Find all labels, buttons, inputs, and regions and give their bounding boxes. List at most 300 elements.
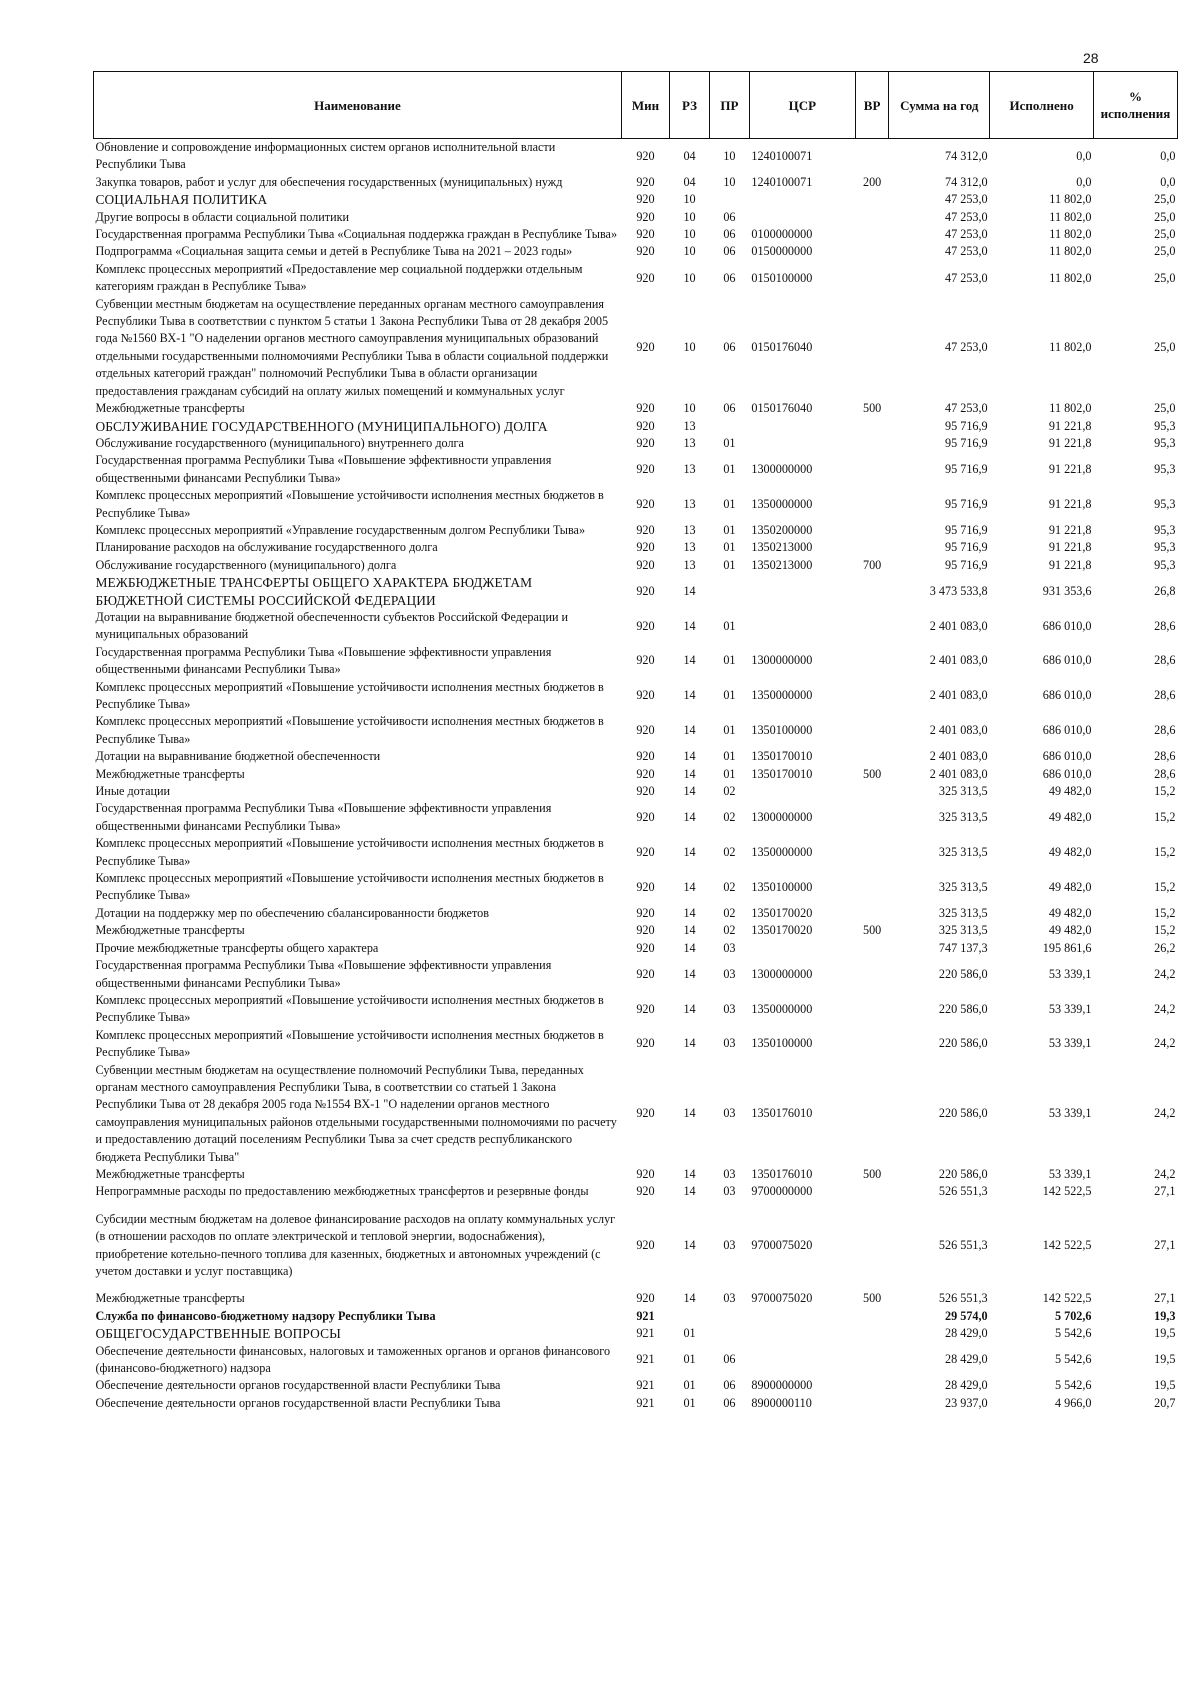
table-row (94, 557, 1178, 574)
cell-rz: 14 (683, 1166, 696, 1181)
table-row (94, 713, 1178, 748)
cell-rz: 04 (683, 174, 696, 189)
cell-rz: 14 (683, 688, 696, 703)
cell-name: Обеспечение деятельности органов государственной власти Республики Тыва (95, 1378, 501, 1393)
cell-name: Обновление и сопровождение информационных систем органов исполнительной власти Республики Тыва (95, 140, 556, 172)
cell-sum: 325 313,5 (938, 810, 988, 825)
cell-pr: 01 (723, 653, 736, 668)
cell-pr: 01 (723, 749, 736, 764)
table-row (94, 400, 1178, 417)
cell-ispoln: 0,0 (1076, 174, 1092, 189)
cell-min: 920 (636, 340, 655, 355)
cell-csr: 0150100000 (751, 270, 813, 285)
cell-rz: 14 (683, 653, 696, 668)
cell-min: 921 (636, 1308, 655, 1323)
cell-sum: 2 401 083,0 (929, 688, 988, 703)
cell-vr (855, 679, 889, 714)
cell-min: 920 (636, 749, 655, 764)
header-ispoln: Исполнено (990, 72, 1094, 139)
table-body (94, 139, 1178, 1413)
cell-rz: 10 (683, 340, 696, 355)
header-sum: Сумма на год (889, 72, 990, 139)
cell-pct: 27,1 (1154, 1237, 1176, 1252)
cell-vr (855, 783, 889, 800)
cell-name: Межбюджетные трансферты (95, 401, 245, 416)
cell-sum: 28 429,0 (944, 1326, 988, 1341)
cell-sum: 95 716,9 (944, 557, 988, 572)
cell-min: 920 (636, 435, 655, 450)
cell-ispoln: 49 482,0 (1048, 879, 1092, 894)
table-row (94, 644, 1178, 679)
cell-pr: 01 (723, 688, 736, 703)
cell-min: 920 (636, 923, 655, 938)
cell-sum: 47 253,0 (944, 227, 988, 242)
cell-min: 920 (636, 1036, 655, 1051)
cell-pr: 03 (723, 1291, 736, 1306)
cell-vr (855, 522, 889, 539)
cell-pr: 03 (723, 1237, 736, 1252)
cell-min: 920 (636, 522, 655, 537)
cell-rz: 13 (683, 418, 696, 433)
cell-name: Государственная программа Республики Тыва «Социальная поддержка граждан в Республике Тыва» (95, 227, 618, 242)
cell-vr (855, 1325, 889, 1342)
cell-csr: 8900000110 (751, 1395, 812, 1410)
cell-sum: 47 253,0 (944, 270, 988, 285)
cell-min: 920 (636, 618, 655, 633)
cell-vr (855, 1027, 889, 1062)
cell-pr: 02 (723, 905, 736, 920)
cell-ispoln: 53 339,1 (1048, 1166, 1092, 1181)
cell-pr: 03 (723, 940, 736, 955)
cell-pr: 02 (723, 810, 736, 825)
cell-pct: 15,2 (1154, 905, 1176, 920)
cell-ispoln: 49 482,0 (1048, 923, 1092, 938)
cell-csr: 1350170020 (751, 923, 813, 938)
cell-rz: 14 (683, 1106, 696, 1121)
cell-csr: 1240100071 (751, 174, 813, 189)
cell-pr: 01 (723, 462, 736, 477)
table-row (94, 191, 1178, 208)
cell-vr (855, 1343, 889, 1378)
cell-rz (670, 1308, 710, 1325)
table-row (94, 1308, 1178, 1325)
cell-pct: 95,3 (1154, 496, 1176, 511)
cell-rz: 14 (683, 966, 696, 981)
cell-csr (749, 1308, 855, 1325)
cell-vr (855, 226, 889, 243)
cell-min: 920 (636, 1291, 655, 1306)
cell-ispoln: 91 221,8 (1048, 540, 1092, 555)
cell-vr (855, 261, 889, 296)
cell-ispoln: 142 522,5 (1042, 1184, 1092, 1199)
cell-sum: 47 253,0 (944, 401, 988, 416)
cell-pct: 19,3 (1154, 1308, 1176, 1323)
cell-ispoln: 11 802,0 (1049, 340, 1092, 355)
cell-sum: 95 716,9 (944, 418, 988, 433)
cell-ispoln: 142 522,5 (1042, 1291, 1092, 1306)
cell-csr (749, 1325, 855, 1342)
cell-pct: 15,2 (1154, 784, 1176, 799)
cell-csr: 0100000000 (751, 227, 813, 242)
cell-pct: 95,3 (1154, 540, 1176, 555)
cell-pct: 25,0 (1154, 209, 1176, 224)
cell-pr: 06 (723, 1352, 736, 1367)
cell-name: Подпрограмма «Социальная защита семьи и детей в Республике Тыва на 2021 – 2023 годы» (95, 244, 573, 259)
cell-vr (855, 1183, 889, 1200)
cell-rz: 14 (683, 810, 696, 825)
cell-rz: 14 (683, 879, 696, 894)
cell-rz: 01 (683, 1326, 696, 1341)
cell-name: Государственная программа Республики Тыва «Повышение эффективности управления общественными финансами Республики Тыва» (95, 453, 552, 485)
cell-sum: 220 586,0 (938, 1036, 988, 1051)
cell-sum: 526 551,3 (938, 1291, 988, 1306)
table-row (94, 940, 1178, 957)
cell-rz: 14 (683, 1036, 696, 1051)
table-row (94, 766, 1178, 783)
cell-sum: 325 313,5 (938, 844, 988, 859)
cell-ispoln: 49 482,0 (1048, 844, 1092, 859)
cell-ispoln: 53 339,1 (1048, 1106, 1092, 1121)
cell-name: Государственная программа Республики Тыва «Повышение эффективности управления общественными финансами Республики Тыва» (95, 958, 552, 990)
cell-pr: 01 (723, 618, 736, 633)
cell-sum: 526 551,3 (938, 1184, 988, 1199)
cell-ispoln: 91 221,8 (1048, 496, 1092, 511)
cell-name: Дотации на поддержку мер по обеспечению сбалансированности бюджетов (95, 905, 489, 920)
cell-pr: 02 (723, 879, 736, 894)
cell-csr: 0150000000 (751, 244, 813, 259)
table-row (94, 243, 1178, 260)
cell-vr: 700 (862, 557, 882, 572)
cell-name: Комплекс процессных мероприятий «Повышение устойчивости исполнения местных бюджетов в Республике Тыва» (95, 871, 604, 903)
cell-rz: 14 (683, 923, 696, 938)
table-row (94, 452, 1178, 487)
cell-rz: 13 (683, 522, 696, 537)
cell-name: Субвенции местным бюджетам на осуществление переданных органам местного самоуправления Республики Тыва в соответствии с пунктом 5 статьи 1 Закона Республики Тыва от 28 декабря 2005 года №1560 ВХ-1 "О наделении органов местного самоуправления муниципальных образований отдельными государственными полномочиями Республики Тыва в области социальной поддержки отдельных категорий граждан" полномочий Республики Тыва в области организации предоставления гражданам субсидий на оплату жилых помещений и коммунальных услуг (95, 296, 609, 398)
cell-sum: 2 401 083,0 (929, 766, 988, 781)
cell-csr: 1300000000 (751, 462, 813, 477)
cell-ispoln: 91 221,8 (1048, 435, 1092, 450)
budget-table (93, 71, 1178, 1412)
cell-name: Субвенции местным бюджетам на осуществление полномочий Республики Тыва, переданных органам местного самоуправления Республики Тыва, в соответствии со статьей 1 Закона Республики Тыва от 28 декабря 2005 года №1554 ВХ-1 "О наделении органов местного самоуправления муниципальных районов отдельными государственными полномочиями по расчету и предоставлению дотаций поселениям Республики Тыва за счет средств республиканского бюджета Республики Тыва" (95, 1062, 617, 1164)
table-header-row (94, 72, 1178, 139)
cell-csr: 9700075020 (751, 1291, 813, 1306)
cell-rz: 01 (683, 1378, 696, 1393)
cell-min: 920 (636, 209, 655, 224)
cell-vr (855, 1201, 889, 1291)
cell-csr: 0150176040 (751, 340, 813, 355)
cell-sum: 23 937,0 (944, 1395, 988, 1410)
cell-min: 920 (636, 1237, 655, 1252)
cell-min: 921 (636, 1378, 655, 1393)
cell-pct: 95,3 (1154, 522, 1176, 537)
cell-pct: 0,0 (1160, 148, 1176, 163)
cell-name: Служба по финансово-бюджетному надзору Республики Тыва (95, 1308, 436, 1323)
cell-sum: 47 253,0 (944, 192, 988, 207)
cell-sum: 526 551,3 (938, 1237, 988, 1252)
cell-vr (855, 800, 889, 835)
cell-csr: 1350000000 (751, 1001, 813, 1016)
cell-rz: 13 (683, 557, 696, 572)
cell-vr (855, 1377, 889, 1394)
cell-name: СОЦИАЛЬНАЯ ПОЛИТИКА (95, 192, 268, 208)
cell-csr: 1350176010 (751, 1166, 813, 1181)
cell-sum: 747 137,3 (938, 940, 988, 955)
cell-rz: 01 (683, 1352, 696, 1367)
cell-sum: 95 716,9 (944, 540, 988, 555)
cell-name: Межбюджетные трансферты (95, 766, 245, 781)
cell-name: Комплекс процессных мероприятий «Управление государственным долгом Республики Тыва» (95, 522, 586, 537)
cell-pct: 28,6 (1154, 749, 1176, 764)
cell-csr: 1300000000 (751, 966, 813, 981)
cell-pct: 24,2 (1154, 966, 1176, 981)
cell-pct: 15,2 (1154, 810, 1176, 825)
table-row (94, 418, 1178, 435)
cell-pr: 06 (723, 227, 736, 242)
cell-rz: 14 (683, 723, 696, 738)
header-pr: ПР (709, 72, 749, 139)
cell-pr (709, 191, 749, 208)
cell-vr (855, 644, 889, 679)
cell-pct: 15,2 (1154, 879, 1176, 894)
cell-rz: 01 (683, 1395, 696, 1410)
cell-ispoln: 53 339,1 (1048, 966, 1092, 981)
header-name: Наименование (94, 72, 622, 139)
cell-pct: 24,2 (1154, 1001, 1176, 1016)
cell-pct: 25,0 (1154, 270, 1176, 285)
cell-pr (709, 1325, 749, 1342)
table-row (94, 748, 1178, 765)
cell-pct: 27,1 (1154, 1184, 1176, 1199)
cell-ispoln: 5 702,6 (1054, 1308, 1092, 1323)
cell-csr: 1350200000 (751, 522, 813, 537)
cell-name: Комплекс процессных мероприятий «Предоставление мер социальной поддержки отдельным категориям граждан в Республике Тыва» (95, 261, 583, 294)
cell-csr (749, 191, 855, 208)
cell-pr: 03 (723, 1166, 736, 1181)
cell-rz: 14 (683, 784, 696, 799)
header-rz: РЗ (670, 72, 710, 139)
cell-vr (855, 418, 889, 435)
cell-ispoln: 53 339,1 (1048, 1001, 1092, 1016)
cell-pr (709, 574, 749, 609)
header-pct: % исполнения (1094, 72, 1178, 139)
cell-sum: 325 313,5 (938, 879, 988, 894)
cell-ispoln: 195 861,6 (1042, 940, 1092, 955)
cell-pct: 95,3 (1154, 462, 1176, 477)
cell-ispoln: 931 353,6 (1042, 583, 1092, 598)
cell-pct: 95,3 (1154, 435, 1176, 450)
cell-vr (855, 713, 889, 748)
cell-pr: 01 (723, 557, 736, 572)
cell-csr (749, 783, 855, 800)
cell-vr (855, 870, 889, 905)
cell-csr: 1350000000 (751, 688, 813, 703)
cell-ispoln: 142 522,5 (1042, 1237, 1092, 1252)
cell-sum: 28 429,0 (944, 1352, 988, 1367)
cell-sum: 29 574,0 (944, 1308, 988, 1323)
table-row (94, 870, 1178, 905)
cell-vr (855, 574, 889, 609)
table-row (94, 174, 1178, 191)
cell-ispoln: 91 221,8 (1048, 522, 1092, 537)
cell-pr: 10 (723, 174, 736, 189)
cell-sum: 74 312,0 (944, 148, 988, 163)
cell-csr: 1350000000 (751, 844, 813, 859)
cell-ispoln: 686 010,0 (1042, 723, 1092, 738)
cell-pct: 19,5 (1154, 1378, 1176, 1393)
cell-ispoln: 91 221,8 (1048, 557, 1092, 572)
cell-csr: 1350213000 (751, 540, 813, 555)
cell-rz: 13 (683, 540, 696, 555)
cell-min: 920 (636, 784, 655, 799)
cell-name: ОБЩЕГОСУДАРСТВЕННЫЕ ВОПРОСЫ (95, 1326, 341, 1342)
cell-ispoln: 686 010,0 (1042, 653, 1092, 668)
cell-csr: 0150176040 (751, 401, 813, 416)
table-row (94, 296, 1178, 400)
cell-ispoln: 5 542,6 (1054, 1378, 1092, 1393)
cell-pct: 20,7 (1154, 1395, 1176, 1410)
cell-sum: 47 253,0 (944, 244, 988, 259)
cell-rz: 14 (683, 766, 696, 781)
cell-pct: 25,0 (1154, 227, 1176, 242)
cell-pr: 06 (723, 1378, 736, 1393)
table-row (94, 226, 1178, 243)
table-row (94, 1027, 1178, 1062)
cell-name: Планирование расходов на обслуживание государственного долга (95, 540, 438, 555)
cell-csr (749, 435, 855, 452)
cell-pr: 10 (723, 148, 736, 163)
header-csr: ЦСР (749, 72, 855, 139)
cell-name: Комплекс процессных мероприятий «Повышение устойчивости исполнения местных бюджетов в Республике Тыва» (95, 714, 604, 746)
cell-csr: 9700000000 (751, 1184, 813, 1199)
cell-ispoln: 11 802,0 (1049, 192, 1092, 207)
cell-rz: 13 (683, 496, 696, 511)
cell-sum: 95 716,9 (944, 462, 988, 477)
cell-csr: 1350213000 (751, 557, 813, 572)
cell-csr: 1350170010 (751, 749, 813, 764)
table-row (94, 835, 1178, 870)
cell-ispoln: 4 966,0 (1054, 1395, 1092, 1410)
cell-vr (855, 487, 889, 522)
cell-vr (855, 243, 889, 260)
cell-name: МЕЖБЮДЖЕТНЫЕ ТРАНСФЕРТЫ ОБЩЕГО ХАРАКТЕРА БЮДЖЕТАМ БЮДЖЕТНОЙ СИСТЕМЫ РОССИЙСКОЙ ФЕДЕРАЦИИ (95, 575, 533, 608)
cell-sum: 95 716,9 (944, 496, 988, 511)
table-row (94, 957, 1178, 992)
cell-name: Закупка товаров, работ и услуг для обеспечения государственных (муниципальных) нужд (95, 174, 563, 189)
cell-rz: 14 (683, 1001, 696, 1016)
cell-name: Комплекс процессных мероприятий «Повышение устойчивости исполнения местных бюджетов в Республике Тыва» (95, 992, 604, 1025)
cell-name: Государственная программа Республики Тыва «Повышение эффективности управления общественными финансами Республики Тыва» (95, 801, 552, 833)
cell-pr: 02 (723, 784, 736, 799)
cell-name: Обслуживание государственного (муниципального) долга (95, 557, 397, 572)
cell-ispoln: 11 802,0 (1049, 270, 1092, 285)
cell-name: Другие вопросы в области социальной политики (95, 209, 350, 224)
cell-name: Субсидии местным бюджетам на долевое финансирование расходов на оплату коммунальных услуг (в отношении расходов по оплате электрической и тепловой энергии, водоснабжения), приобретение котельно-печного топлива для казенных, бюджетных и автономных учреждений (с учетом доставки и услуг поставщика) (95, 1211, 616, 1278)
cell-pr: 01 (723, 723, 736, 738)
cell-min: 920 (636, 270, 655, 285)
cell-ispoln: 49 482,0 (1048, 810, 1092, 825)
cell-rz: 14 (683, 749, 696, 764)
cell-rz: 04 (683, 148, 696, 163)
table-row (94, 139, 1178, 174)
cell-ispoln: 11 802,0 (1049, 209, 1092, 224)
table-row (94, 992, 1178, 1027)
cell-pr: 03 (723, 1106, 736, 1121)
table-row (94, 209, 1178, 226)
table-row (94, 800, 1178, 835)
cell-min: 920 (636, 844, 655, 859)
cell-pct: 28,6 (1154, 618, 1176, 633)
cell-csr (749, 418, 855, 435)
cell-csr: 1350100000 (751, 879, 813, 894)
table-row (94, 1343, 1178, 1378)
cell-min: 920 (636, 227, 655, 242)
cell-ispoln: 686 010,0 (1042, 749, 1092, 764)
cell-sum: 325 313,5 (938, 923, 988, 938)
cell-pr: 06 (723, 209, 736, 224)
cell-sum: 47 253,0 (944, 209, 988, 224)
cell-rz: 14 (683, 905, 696, 920)
cell-sum: 2 401 083,0 (929, 653, 988, 668)
cell-rz: 14 (683, 1291, 696, 1306)
cell-ispoln: 686 010,0 (1042, 766, 1092, 781)
cell-vr (855, 1308, 889, 1325)
table-row (94, 1183, 1178, 1200)
table-row (94, 679, 1178, 714)
table-row (94, 905, 1178, 922)
cell-vr: 500 (862, 766, 882, 781)
cell-pr: 01 (723, 540, 736, 555)
cell-pr: 01 (723, 435, 736, 450)
cell-sum: 74 312,0 (944, 174, 988, 189)
cell-vr (855, 191, 889, 208)
cell-min: 920 (636, 1106, 655, 1121)
cell-min: 920 (636, 557, 655, 572)
cell-pct: 25,0 (1154, 244, 1176, 259)
cell-ispoln: 53 339,1 (1048, 1036, 1092, 1051)
cell-ispoln: 686 010,0 (1042, 618, 1092, 633)
cell-vr (855, 139, 889, 174)
cell-pct: 27,1 (1154, 1291, 1176, 1306)
table-row (94, 1325, 1178, 1342)
cell-pct: 95,3 (1154, 418, 1176, 433)
cell-csr: 1300000000 (751, 653, 813, 668)
cell-pct: 28,6 (1154, 653, 1176, 668)
cell-min: 920 (636, 966, 655, 981)
cell-min: 920 (636, 766, 655, 781)
cell-min: 920 (636, 174, 655, 189)
cell-min: 920 (636, 496, 655, 511)
table-row (94, 1377, 1178, 1394)
cell-vr (855, 1062, 889, 1166)
cell-vr (855, 748, 889, 765)
cell-csr: 9700075020 (751, 1237, 813, 1252)
cell-name: Непрограммные расходы по предоставлению межбюджетных трансфертов и резервные фонды (95, 1184, 589, 1199)
cell-pct: 24,2 (1154, 1036, 1176, 1051)
table-row (94, 574, 1178, 609)
cell-vr: 500 (862, 1291, 882, 1306)
cell-csr (749, 209, 855, 226)
cell-name: ОБСЛУЖИВАНИЕ ГОСУДАРСТВЕННОГО (МУНИЦИПАЛЬНОГО) ДОЛГА (95, 418, 548, 434)
table-row (94, 609, 1178, 644)
cell-pct: 15,2 (1154, 844, 1176, 859)
cell-min: 920 (636, 401, 655, 416)
cell-vr (855, 435, 889, 452)
cell-vr (855, 957, 889, 992)
cell-pr: 06 (723, 401, 736, 416)
table-row (94, 1290, 1178, 1307)
cell-csr: 1300000000 (751, 810, 813, 825)
cell-min: 921 (636, 1352, 655, 1367)
